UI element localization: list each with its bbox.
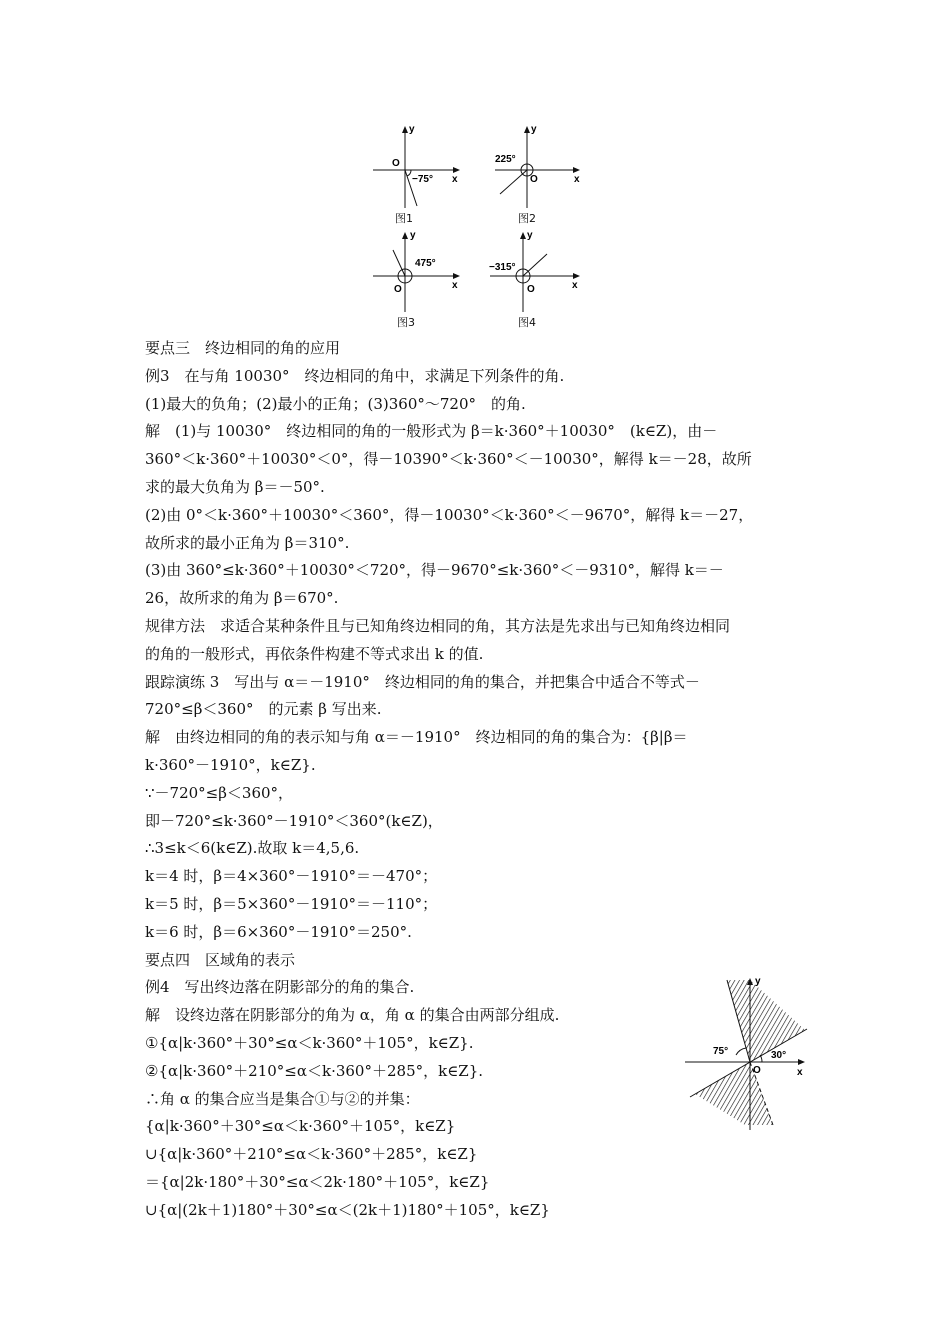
- y-axis-label: y: [755, 976, 761, 987]
- angle-label: 475°: [415, 258, 436, 269]
- text-line: k＝5 时，β＝5×360°－1910°＝－110°；: [145, 894, 438, 913]
- text-line: 720°≤β＜360° 的元素 β 写出来.: [145, 700, 382, 719]
- figure-4: [485, 228, 585, 313]
- section-heading-3: 要点三 终边相同的角的应用: [145, 339, 341, 357]
- text-line: (2)由 0°＜k·360°＋10030°＜360°，得－10030°＜k·360°＜－9670°，解得 k＝－27，: [145, 505, 754, 524]
- angle-label-30: 30°: [771, 1050, 787, 1061]
- angle-label: 225°: [495, 154, 516, 165]
- example-4-question: 例4 写出终边落在阴影部分的角的集合.: [145, 978, 415, 997]
- figure-2-caption: 图2: [518, 212, 536, 225]
- text-line: ∴角 α 的集合应当是集合①与②的并集：: [145, 1089, 420, 1108]
- x-axis-label: x: [452, 174, 458, 185]
- text-line: 360°＜k·360°＋10030°＜0°，得－10390°＜k·360°＜－10030°，解得 k＝－28，故所: [145, 450, 752, 469]
- origin-label: O: [394, 284, 402, 295]
- figure-3-caption: 图3: [397, 316, 415, 329]
- text-line: ∵－720°≤β＜360°，: [145, 783, 294, 802]
- text-line: 解 由终边相同的角的表示知与角 α＝－1910° 终边相同的角的集合为：{β|β＝: [145, 728, 688, 747]
- x-axis-label: x: [797, 1067, 803, 1078]
- text-line: ∴3≤k＜6(k∈Z).故取 k＝4,5,6.: [145, 839, 360, 858]
- text-line: 的角的一般形式，再依条件构建不等式求出 k 的值.: [145, 644, 484, 663]
- text-line: k·360°－1910°，k∈Z}.: [145, 755, 316, 774]
- text-line: 即－720°≤k·360°－1910°＜360°(k∈Z)，: [145, 811, 443, 830]
- body-text: [145, 335, 810, 1225]
- origin-label: O: [392, 158, 400, 169]
- text-line: 解 (1)与 10030° 终边相同的角的一般形式为 β＝k·360°＋10030° (k∈Z)，由－: [145, 422, 718, 441]
- origin-label: O: [530, 174, 538, 185]
- y-axis-label: y: [410, 230, 416, 241]
- example-3-question: 例3 在与角 10030° 终边相同的角中，求满足下列条件的角.: [145, 366, 565, 385]
- text-line: (1)最大的负角；(2)最小的正角；(3)360°～720° 的角.: [145, 394, 526, 413]
- figure-3: [365, 228, 470, 313]
- figure-1: [365, 120, 470, 210]
- x-axis-label: x: [574, 174, 580, 185]
- y-axis-label: y: [409, 124, 415, 135]
- section-heading-4: 要点四 区域角的表示: [145, 950, 296, 969]
- text-line: k＝4 时，β＝4×360°－1910°＝－470°；: [145, 867, 438, 886]
- text-line: 求的最大负角为 β＝－50°.: [145, 477, 325, 496]
- figure-1-caption: 图1: [395, 212, 413, 225]
- figure-4-caption: 图4: [518, 316, 536, 329]
- angle-label-75: 75°: [713, 1046, 729, 1057]
- x-axis-label: x: [572, 280, 578, 291]
- text-line: k＝6 时，β＝6×360°－1910°＝250°.: [145, 922, 412, 941]
- practice-3-question: 跟踪演练 3 写出与 α＝－1910° 终边相同的角的集合，并把集合中适合不等式－: [145, 672, 700, 691]
- text-line: ②{α|k·360°＋210°≤α＜k·360°＋285°，k∈Z}.: [145, 1061, 484, 1080]
- angle-label: −75°: [412, 174, 433, 185]
- text-line: 解 设终边落在阴影部分的角为 α，角 α 的集合由两部分组成.: [145, 1006, 560, 1025]
- y-axis-label: y: [527, 230, 533, 241]
- origin-label: O: [527, 284, 535, 295]
- text-line: (3)由 360°≤k·360°＋10030°＜720°，得－9670°≤k·360°＜－9310°，解得 k＝－: [145, 561, 724, 580]
- angle-label: −315°: [489, 262, 516, 273]
- text-line: ①{α|k·360°＋30°≤α＜k·360°＋105°，k∈Z}.: [145, 1033, 474, 1052]
- text-line: ＝{α|2k·180°＋30°≤α＜2k·180°＋105°，k∈Z}: [145, 1172, 490, 1191]
- figure-2: [490, 120, 590, 210]
- text-line: 26，故所求的角为 β＝670°.: [145, 589, 339, 608]
- method-note: 规律方法 求适合某种条件且与已知角终边相同的角，其方法是先求出与已知角终边相同: [145, 616, 731, 635]
- text-line: {α|k·360°＋30°≤α＜k·360°＋105°，k∈Z}: [145, 1117, 456, 1136]
- text-line: 故所求的最小正角为 β＝310°.: [145, 533, 350, 552]
- origin-label: O: [753, 1065, 761, 1076]
- y-axis-label: y: [531, 124, 537, 135]
- text-line: ∪{α|(2k＋1)180°＋30°≤α＜(2k＋1)180°＋105°，k∈Z}: [145, 1200, 550, 1219]
- text-line: ∪{α|k·360°＋210°≤α＜k·360°＋285°，k∈Z}: [145, 1145, 478, 1164]
- x-axis-label: x: [452, 280, 458, 291]
